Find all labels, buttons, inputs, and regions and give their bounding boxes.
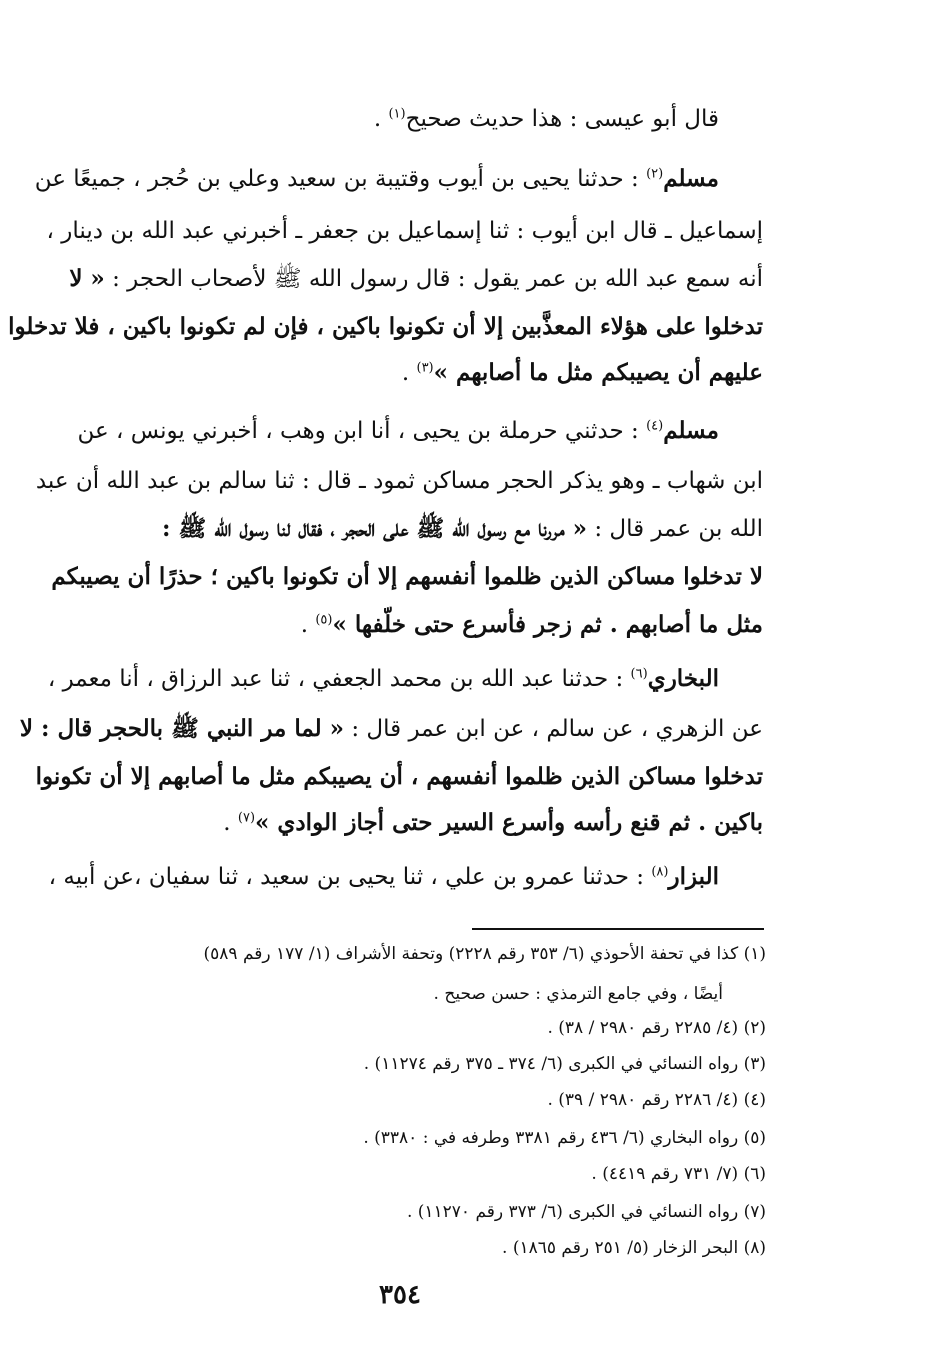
footnote: (٦) (٧/ ٧٣١ رقم ٤٤١٩) .: [591, 1164, 766, 1184]
page-number: ٣٥٤: [379, 1280, 421, 1310]
hadith-text-line: باكين . ثم قنع رأسه وأسرع السير حتى أجاز الوادي »$^{(٧)}$ .: [223, 809, 763, 836]
footnote-ref[interactable]: (٣): [416, 360, 434, 376]
footnote: (٣) رواه النسائي في الكبرى (٦/ ٣٧٤ ـ ٣٧٥ رقم ١١٢٧٤) .: [363, 1054, 766, 1074]
source-label: مسلم: [663, 417, 719, 444]
text-line: عن الزهري ، عن سالم ، عن ابن عمر قال : « لما مر النبي ﷺ بالحجر قال : لا: [19, 715, 763, 742]
text-line: أنه سمع عبد الله بن عمر يقول : قال رسول الله ﷺ لأصحاب الحجر : « لا: [69, 265, 763, 292]
source-label: البزار: [668, 863, 719, 890]
text-line: الله بن عمر قال : « مررنا مع رسول الله ﷺ على الحجر ، فقال لنا رسول الله ﷺ :: [162, 515, 763, 542]
footnote-continuation: أيضًا ، وفي جامع الترمذي : حسن صحيح .: [433, 984, 723, 1004]
text-line: ابن شهاب ـ وهو يذكر الحجر مساكن ثمود ـ قال : ثنا سالم بن عبد الله أن عبد: [35, 468, 763, 494]
hadith-text-line: مثل ما أصابهم . ثم زجر فأسرع حتى خلّفها »$^{(٥)}$ .: [300, 611, 763, 638]
hadith-text-line: تدخلوا على هؤلاء المعذَّبين إلا أن تكونوا باكين ، فإن لم تكونوا باكين ، فلا تدخلوا: [8, 313, 763, 340]
footnote: (٥) رواه البخاري (٦/ ٤٣٦ رقم ٣٣٨١ وطرفه في : ٣٣٨٠) .: [363, 1128, 766, 1148]
footnote-ref[interactable]: (٢): [646, 166, 664, 182]
source-label: مسلم: [663, 165, 719, 192]
footnote: (٤) (٤/ ٢٢٨٦ رقم ٢٩٨٠ / ٣٩) .: [547, 1090, 766, 1110]
text-line: قال أبو عيسى : هذا حديث صحيح$^{(١)}$ .: [373, 106, 719, 132]
footnote-ref[interactable]: (٨): [651, 864, 669, 880]
footnote: (٢) (٤/ ٢٢٨٥ رقم ٢٩٨٠ / ٣٨) .: [547, 1018, 766, 1038]
footnote-ref[interactable]: (٦): [630, 666, 648, 682]
text-line: إسماعيل ـ قال ابن أيوب : ثنا إسماعيل بن جعفر ـ أخبرني عبد الله بن دينار ،: [46, 218, 763, 244]
footnote: (٨) البحر الزخار (٥/ ٢٥١ رقم ١٨٦٥) .: [502, 1238, 766, 1258]
footnote-separator: [472, 928, 764, 930]
hadith-text-line: لا تدخلوا مساكن الذين ظلموا أنفسهم إلا أن تكونوا باكين ؛ حذرًا أن يصيبكم: [51, 563, 763, 590]
footnote: (٧) رواه النسائي في الكبرى (٦/ ٣٧٣ رقم ١١٢٧٠) .: [406, 1202, 766, 1222]
text-line: مسلم$^{(٤)}$ : حدثني حرملة بن يحيى ، أنا ابن وهب ، أخبرني يونس ، عن: [77, 417, 719, 444]
text-line: مسلم$^{(٢)}$ : حدثنا يحيى بن أيوب وقتيبة بن سعيد وعلي بن حُجر ، جميعًا عن: [34, 165, 719, 192]
text-line: البزار$^{(٨)}$ : حدثنا عمرو بن علي ، ثنا يحيى بن سعيد ، ثنا سفيان ،عن أبيه ،: [48, 863, 719, 890]
footnote-ref[interactable]: (٧): [237, 810, 256, 826]
footnote: (١) كذا في تحفة الأحوذي (٦/ ٣٥٣ رقم ٢٢٢٨) وتحفة الأشراف (١/ ١٧٧ رقم ٥٨٩): [203, 944, 766, 964]
source-label: البخاري: [647, 665, 719, 692]
footnote-ref[interactable]: (٤): [646, 418, 664, 434]
footnote-ref[interactable]: (٥): [315, 612, 333, 628]
text-line: البخاري$^{(٦)}$ : حدثنا عبد الله بن محمد الجعفي ، ثنا عبد الرزاق ، أنا معمر ،: [47, 665, 719, 692]
footnote-ref[interactable]: (١): [388, 106, 406, 122]
hadith-text-line: تدخلوا مساكن الذين ظلموا أنفسهم ، أن يصيبكم مثل ما أصابهم إلا أن تكونوا: [35, 763, 763, 790]
hadith-text-line: عليهم أن يصيبكم مثل ما أصابهم »$^{(٣)}$ .: [401, 359, 763, 386]
